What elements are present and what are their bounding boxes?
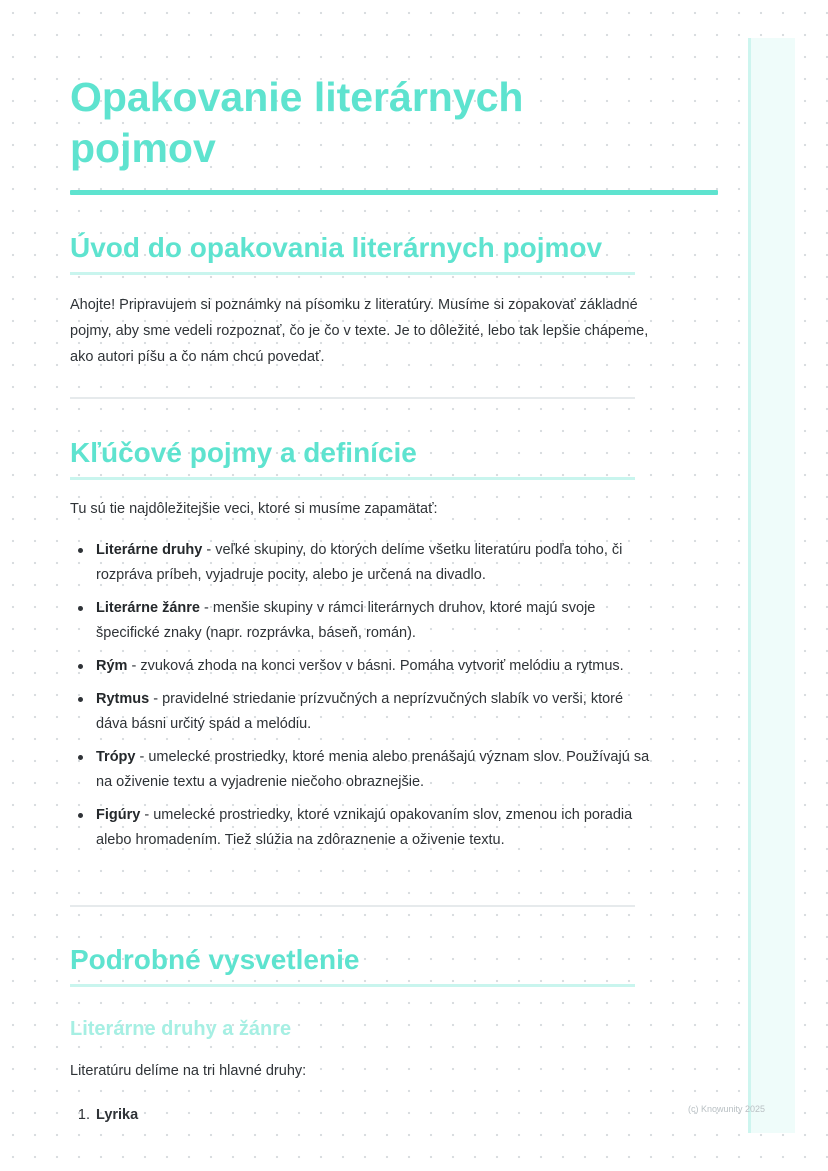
term-name: Figúry	[96, 807, 141, 823]
key-terms-heading: Kľúčové pojmy a definície	[70, 437, 417, 468]
term-definition: - umelecké prostriedky, ktoré menia alebo prenášajú význam slov. Používajú sa na oživenie textu a vyjadrenie niečoho obraznejšie.	[96, 749, 650, 790]
details-heading: Podrobné vysvetlenie	[70, 944, 360, 975]
key-terms-lead: Tu sú tie najdôležitejšie veci, ktoré si musíme zapamätať:	[70, 501, 438, 517]
list-item	[70, 1103, 138, 1127]
term-name: Literárne žánre	[96, 600, 200, 616]
list-item-label: Lyrika	[96, 1107, 139, 1123]
term-definition: - veľké skupiny, do ktorých delíme všetku literatúru podľa toho, či rozpráva príbeh, vyjadruje pocity, alebo je určená na divadlo.	[96, 542, 623, 583]
section-divider	[70, 397, 635, 399]
bullet-icon	[78, 606, 83, 611]
list-item	[70, 596, 650, 646]
bullet-icon	[78, 813, 83, 818]
margin-strip	[748, 38, 795, 1133]
list-item	[70, 654, 650, 679]
literary-kinds-list	[70, 1103, 138, 1127]
term-definition: - umelecké prostriedky, ktoré vznikajú opakovaním slov, zmenou ich poradia alebo hromadením. Tiež slúžia na zdôraznenie a oživenie textu.	[96, 807, 633, 848]
page-title: Opakovanie literárnych pojmov	[70, 74, 524, 171]
term-name: Literárne druhy	[96, 542, 203, 558]
term-name: Rým	[96, 658, 128, 674]
title-underline	[70, 190, 718, 195]
details-subheading: Literárne druhy a žánre	[70, 1018, 292, 1040]
bullet-icon	[78, 755, 83, 760]
list-item	[70, 803, 650, 853]
list-item	[70, 687, 650, 737]
intro-paragraph: Ahojte! Pripravujem si poznámky na písomku z literatúry. Musíme si zopakovať základné pojmy, aby sme vedeli rozpoznať, čo je čo v texte. Je to dôležité, lebo tak lepšie chápeme, ako autori píšu a čo nám chcú povedať.	[70, 297, 649, 365]
term-name: Trópy	[96, 749, 136, 765]
section-divider	[70, 905, 635, 907]
list-number: 1.	[77, 1107, 90, 1123]
list-item	[70, 745, 650, 795]
term-definition: - menšie skupiny v rámci literárnych druhov, ktoré majú svoje špecifické znaky (napr. rozprávka, báseň, román).	[96, 600, 596, 641]
term-definition: - pravidelné striedanie prízvučných a neprízvučných slabík vo verši, ktoré dáva básni určitý spád a melódiu.	[96, 691, 624, 732]
details-lead: Literatúru delíme na tri hlavné druhy:	[70, 1063, 307, 1079]
bullet-icon	[78, 697, 83, 702]
copyright-note: (c) Knowunity 2025	[688, 1104, 766, 1114]
key-terms-list	[70, 538, 650, 861]
details-heading-underline	[70, 984, 635, 987]
bullet-icon	[78, 664, 83, 669]
list-item	[70, 538, 650, 588]
bullet-icon	[78, 548, 83, 553]
key-terms-heading-underline	[70, 477, 635, 480]
term-name: Rytmus	[96, 691, 150, 707]
intro-heading-underline	[70, 272, 635, 275]
intro-heading: Úvod do opakovania literárnych pojmov	[70, 232, 603, 263]
term-definition: - zvuková zhoda na konci veršov v básni. Pomáha vytvoriť melódiu a rytmus.	[127, 658, 624, 674]
